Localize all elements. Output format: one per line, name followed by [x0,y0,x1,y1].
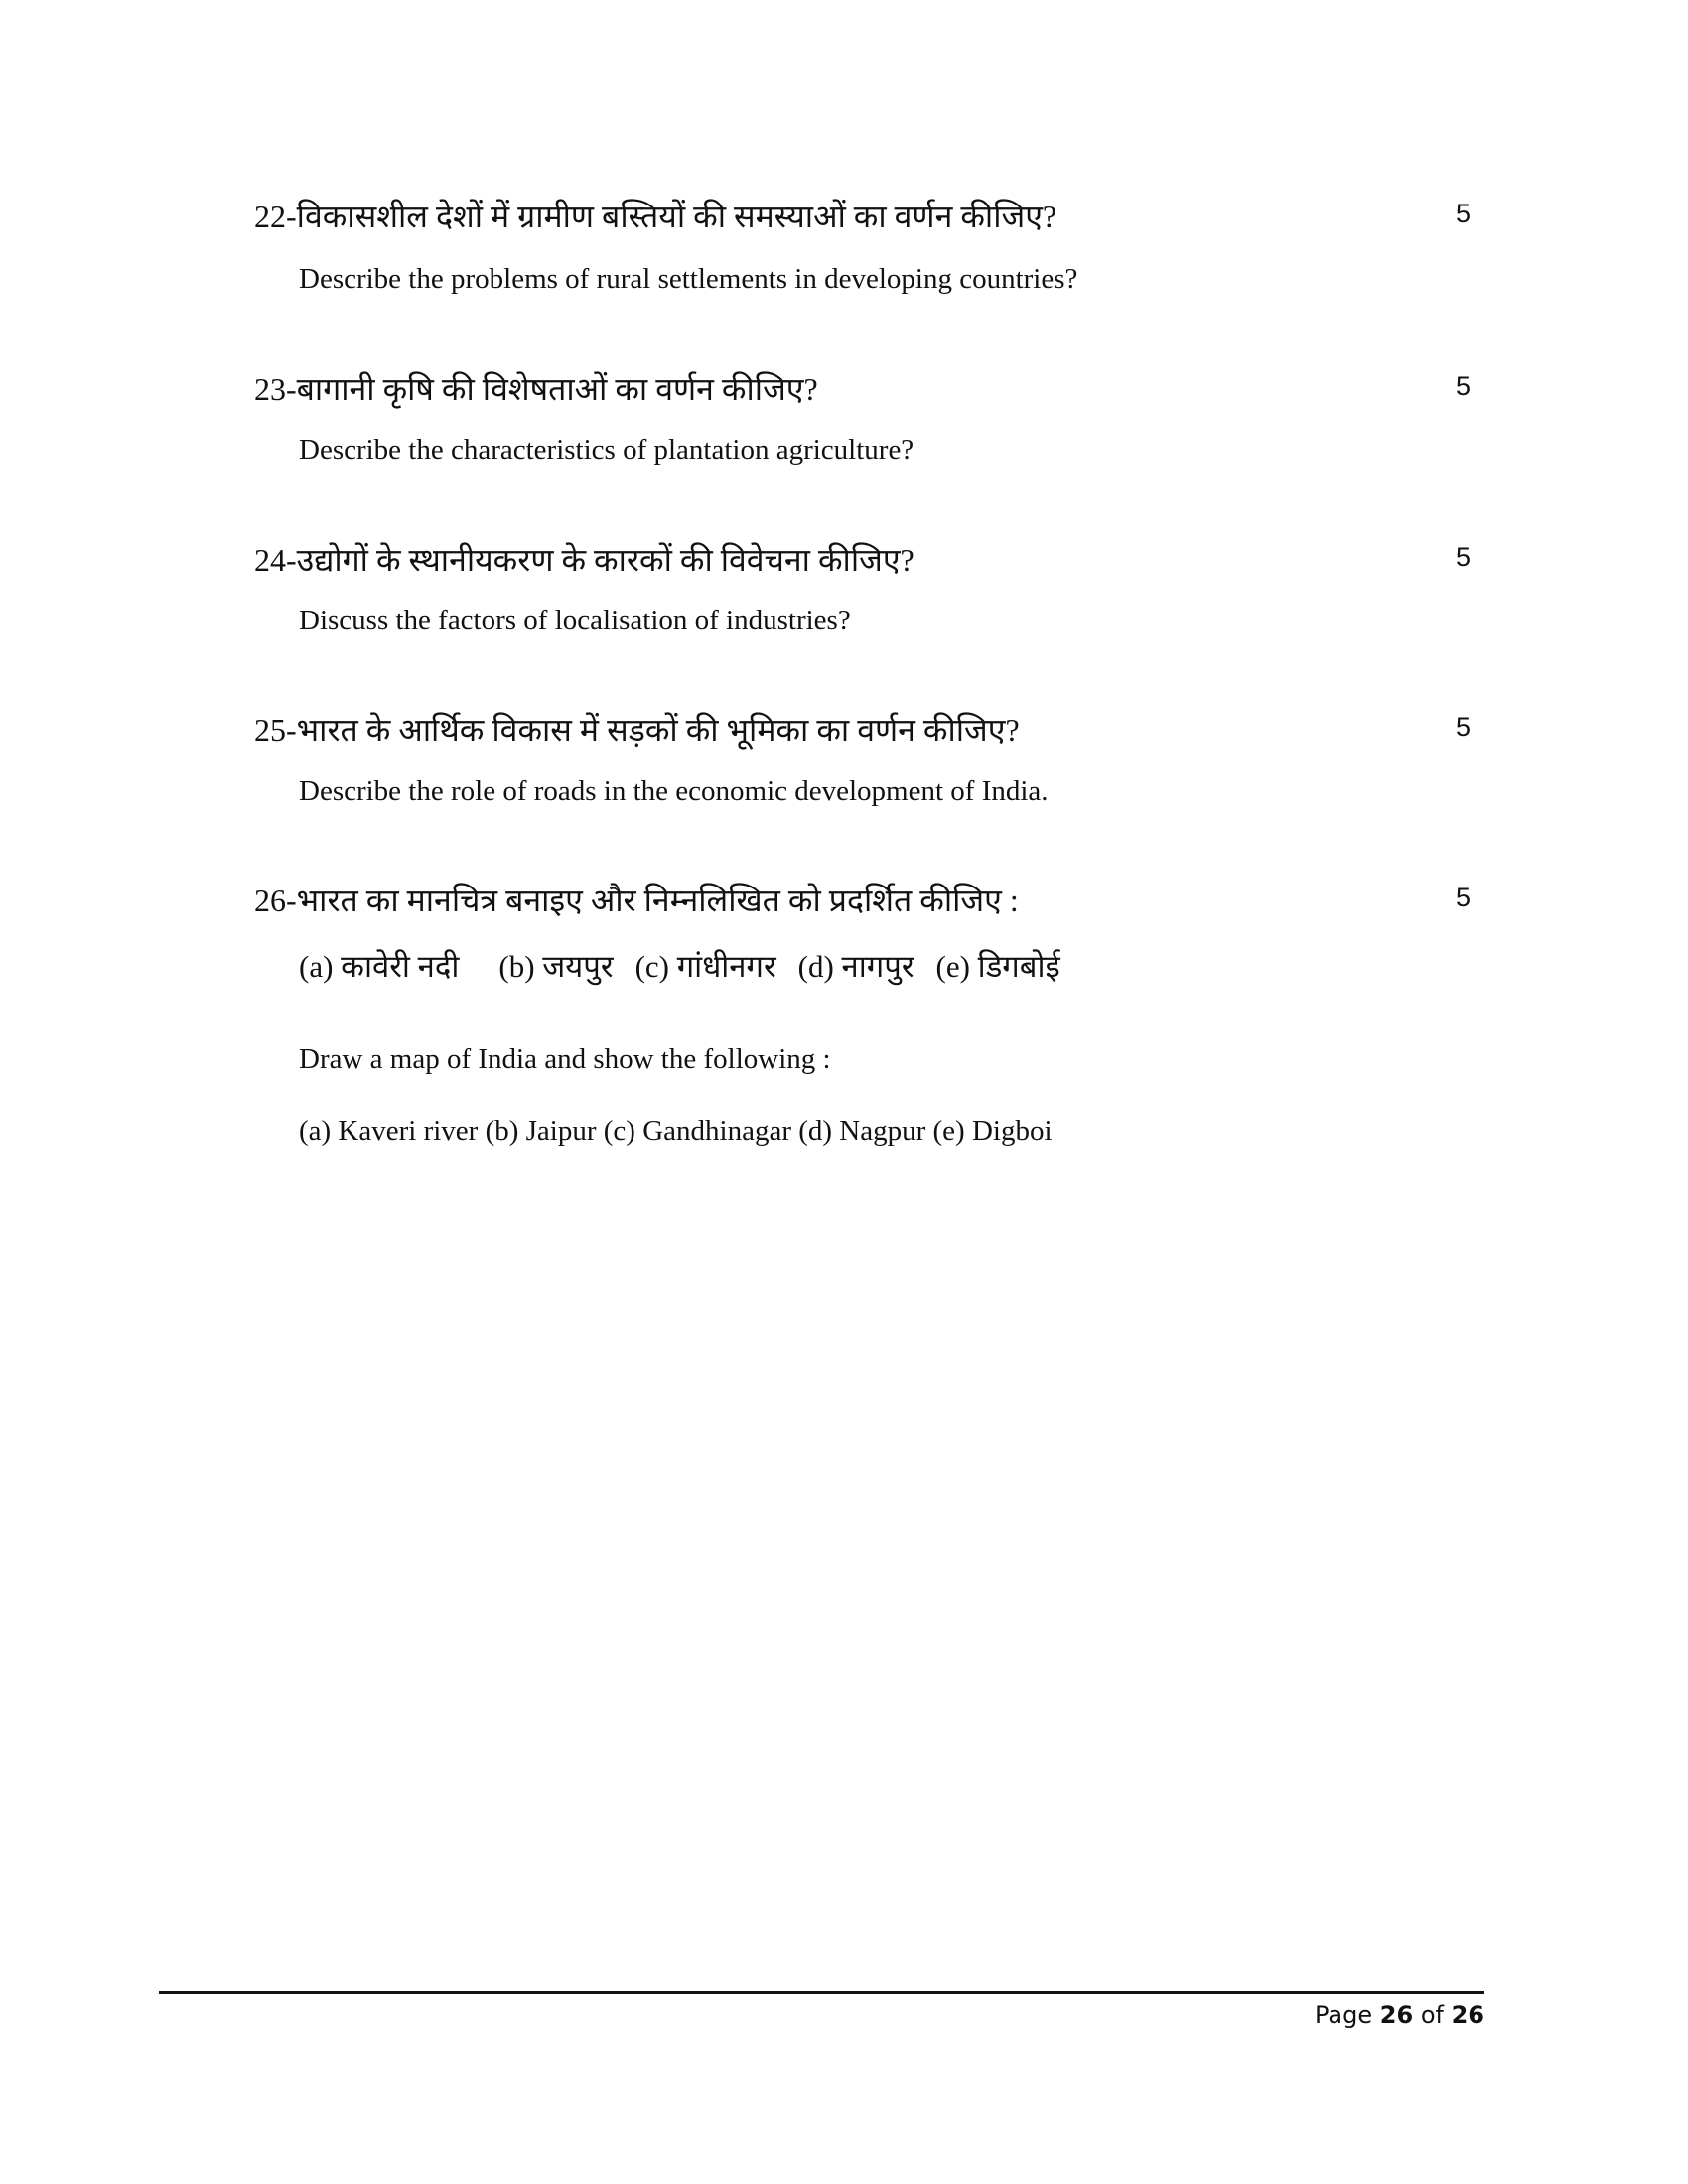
question-24-marks: 5 [1456,542,1472,572]
option-a: (a) कावेरी नदी [299,949,460,984]
option-d: (d) नागपुर [797,949,914,984]
question-26-hindi-options [299,945,1082,987]
question-22-marks: 5 [1456,199,1472,228]
question-24-hindi: 24-उद्योगों के स्थानीयकरण के कारकों की विवेचना कीजिए? [254,542,914,578]
question-22-hindi: 22-विकासशील देशों में ग्रामीण बस्तियों की समस्याओं का वर्णन कीजिए? [254,199,1057,234]
current-page: 26 [1379,2001,1414,2029]
question-24-english: Discuss the factors of localisation of industries? [299,605,851,636]
question-23-marks: 5 [1456,371,1472,401]
question-23-hindi: 23-बागानी कृषि की विशेषताओं का वर्णन कीजिए? [254,371,818,407]
option-b: (b) जयपुर [498,949,614,984]
question-23-english: Describe the characteristics of plantation agriculture? [299,434,914,466]
page-label: Page [1315,2001,1373,2029]
question-25-english: Describe the role of roads in the economic development of India. [299,775,1049,807]
of-label: of [1420,2001,1444,2029]
question-25-marks: 5 [1456,712,1472,742]
question-26-marks: 5 [1456,883,1472,912]
question-26-hindi: 26-भारत का मानचित्र बनाइए और निम्नलिखित को प्रदर्शित कीजिए : [254,883,1019,918]
question-26-english: Draw a map of India and show the following : [299,1043,831,1075]
option-c: (c) गांधीनगर [634,949,776,984]
total-pages: 26 [1451,2001,1484,2029]
question-25-hindi: 25-भारत के आर्थिक विकास में सड़कों की भूमिका का वर्णन कीजिए? [254,712,1020,748]
question-26-english-options: (a) Kaveri river (b) Jaipur (c) Gandhinagar (d) Nagpur (e) Digboi [299,1115,1053,1147]
footer-divider [159,1991,1484,1994]
question-22-english: Describe the problems of rural settlements in developing countries? [299,263,1078,295]
option-e: (e) डिगबोई [935,949,1060,984]
page-number [1315,2001,1484,2029]
